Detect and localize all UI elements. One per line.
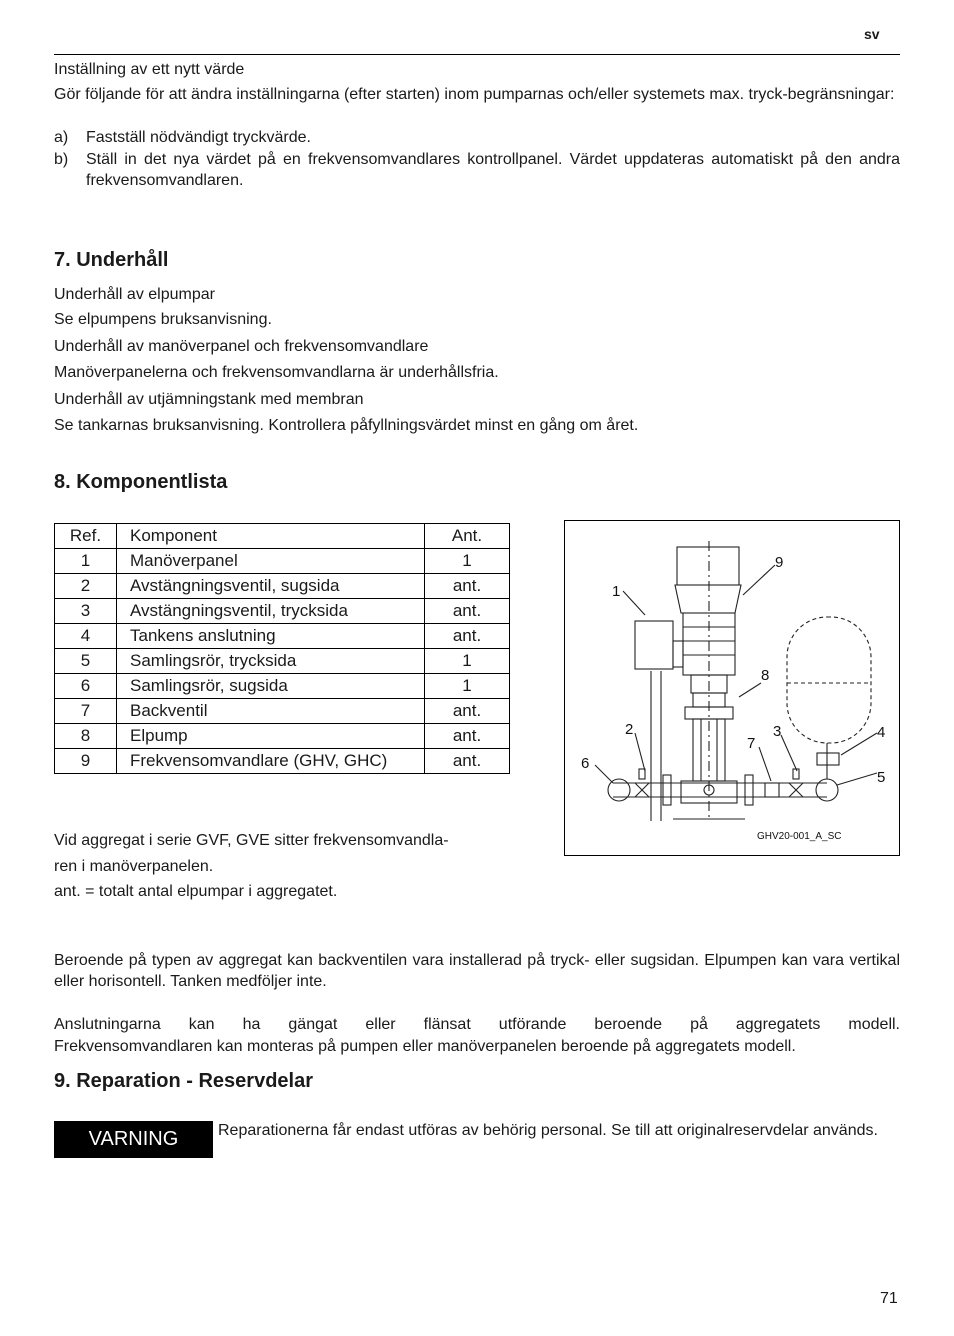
list-marker-b: b): [54, 151, 69, 168]
paragraph-connections-line2: Frekvensomvandlaren kan monteras på pumpen eller manöverpanelen beroende på aggregatets modell.: [54, 1038, 796, 1055]
expansion-tank: [787, 617, 871, 743]
cell-ref: 1: [55, 549, 117, 574]
table-row: [55, 549, 510, 574]
list-marker-a: a): [54, 129, 69, 146]
cell-qty: ant.: [425, 599, 510, 624]
discharge-valve: [789, 783, 803, 797]
cell-component: Manöverpanel: [117, 549, 425, 574]
cell-component: Samlingsrör, sugsida: [117, 674, 425, 699]
table-header-row: [55, 524, 510, 549]
control-panel: [635, 621, 673, 669]
maint-title-panel: Underhåll av manöverpanel och frekvensomvandlare: [54, 338, 429, 355]
table-row: [55, 724, 510, 749]
intro-title: Inställning av ett nytt värde: [54, 61, 245, 78]
suction-manifold-end: [608, 779, 630, 801]
section-7-heading: 7. Underhåll: [54, 249, 169, 271]
page-number: 71: [880, 1290, 898, 1307]
section-8-heading: 8. Komponentlista: [54, 471, 228, 493]
label-7: 7: [747, 735, 756, 752]
cell-component: Tankens anslutning: [117, 624, 425, 649]
cell-qty: ant.: [425, 574, 510, 599]
label-5: 5: [877, 769, 886, 786]
cell-qty: 1: [425, 549, 510, 574]
component-figure: [564, 520, 900, 856]
table-row: [55, 599, 510, 624]
cell-component: Elpump: [117, 724, 425, 749]
cell-ref: 4: [55, 624, 117, 649]
section-9-heading: 9. Reparation - Reservdelar: [54, 1070, 313, 1092]
maint-title-tank: Underhåll av utjämningstank med membran: [54, 391, 364, 408]
label-8: 8: [761, 667, 770, 684]
cell-component: Avstängningsventil, sugsida: [117, 574, 425, 599]
table-row: [55, 699, 510, 724]
note-line-3: ant. = totalt antal elpumpar i aggregatet.: [54, 883, 338, 900]
converter-hood: [675, 585, 741, 613]
note-line-1: Vid aggregat i serie GVF, GVE sitter frekvensomvandla-: [54, 832, 449, 849]
header-component: Komponent: [117, 524, 425, 549]
language-code: sv: [864, 26, 880, 42]
label-6: 6: [581, 755, 590, 772]
cell-component: Frekvensomvandlare (GHV, GHC): [117, 749, 425, 774]
cell-ref: 2: [55, 574, 117, 599]
paragraph-connections-line1: Anslutningarna kan ha gängat eller flänsat utförande beroende på aggregatets modell.: [54, 1016, 900, 1033]
header-ref: Ref.: [55, 524, 117, 549]
cell-ref: 5: [55, 649, 117, 674]
label-4: 4: [877, 724, 886, 741]
discharge-manifold-end: [816, 779, 838, 801]
list-item-a: Fastställ nödvändigt tryckvärde.: [86, 129, 311, 146]
warning-text: Reparationerna får endast utföras av behörig personal. Se till att originalreservdelar används.: [218, 1122, 878, 1139]
table-row: [55, 624, 510, 649]
cell-ref: 6: [55, 674, 117, 699]
table-row: [55, 749, 510, 774]
list-item-b: Ställ in det nya värdet på en frekvensomvandlares kontrollpanel. Värdet uppdateras automatiskt på den andra frekvensomvandlaren.: [86, 151, 900, 189]
label-2: 2: [625, 721, 634, 738]
check-valve: [765, 783, 779, 797]
paragraph-check-valve: Beroende på typen av aggregat kan backventilen vara installerad på tryck- eller sugsidan. Elpumpen kan vara vertikal eller horisontell. Tanken medföljer inte.: [54, 952, 900, 990]
pump-diagram: [565, 521, 899, 855]
converter-box: [677, 547, 739, 585]
cell-qty: 1: [425, 649, 510, 674]
cell-ref: 9: [55, 749, 117, 774]
cell-qty: ant.: [425, 749, 510, 774]
header-qty: Ant.: [425, 524, 510, 549]
table-row: [55, 674, 510, 699]
cell-qty: ant.: [425, 699, 510, 724]
figure-code: GHV20-001_A_SC: [757, 831, 842, 842]
suction-valve: [635, 783, 649, 797]
maint-text-pumps: Se elpumpens bruksanvisning.: [54, 311, 272, 328]
component-table: [54, 523, 510, 774]
table-row: [55, 574, 510, 599]
label-3: 3: [773, 723, 782, 740]
label-9: 9: [775, 554, 784, 571]
cell-qty: ant.: [425, 724, 510, 749]
maint-text-panel: Manöverpanelerna och frekvensomvandlarna är underhållsfria.: [54, 364, 499, 381]
cell-component: Avstängningsventil, trycksida: [117, 599, 425, 624]
table-row: [55, 649, 510, 674]
maint-text-tank: Se tankarnas bruksanvisning. Kontrollera påfyllningsvärdet minst en gång om året.: [54, 417, 639, 434]
cell-ref: 8: [55, 724, 117, 749]
header-rule: [54, 54, 900, 55]
warning-badge: VARNING: [54, 1121, 213, 1158]
cell-component: Samlingsrör, trycksida: [117, 649, 425, 674]
cell-component: Backventil: [117, 699, 425, 724]
label-1: 1: [612, 583, 621, 600]
note-line-2: ren i manöverpanelen.: [54, 858, 214, 875]
cell-ref: 3: [55, 599, 117, 624]
intro-body: Gör följande för att ändra inställningarna (efter starten) inom pumparnas och/eller systemets max. tryck-begränsningar:: [54, 86, 895, 103]
cell-qty: 1: [425, 674, 510, 699]
cell-ref: 7: [55, 699, 117, 724]
cell-qty: ant.: [425, 624, 510, 649]
maint-title-pumps: Underhåll av elpumpar: [54, 286, 215, 303]
